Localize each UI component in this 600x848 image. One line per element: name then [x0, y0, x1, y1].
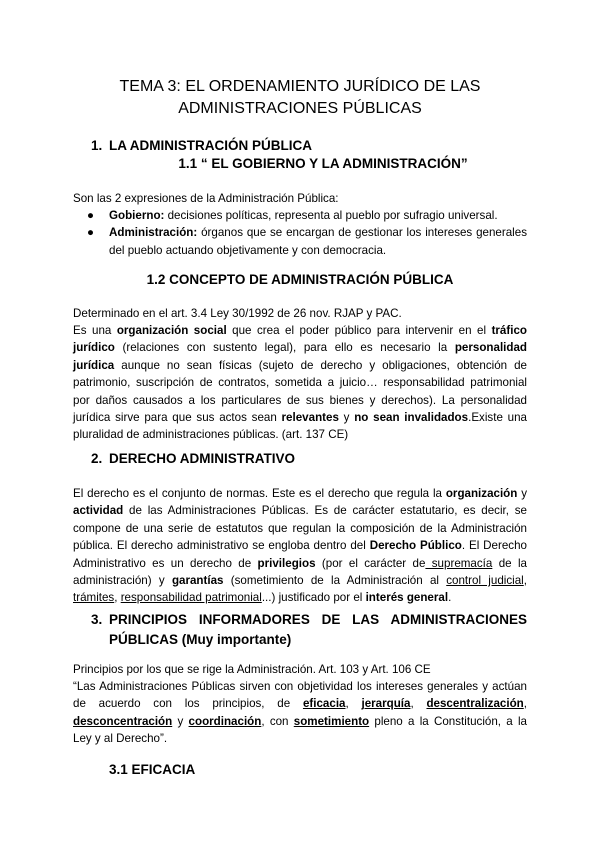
section-1-intro: Son las 2 expresiones de la Administración Pública:	[73, 192, 339, 205]
principle-descentralizacion: descentralización	[426, 697, 524, 711]
text-run: ,	[523, 697, 527, 711]
text-run: de las Administraciones Públicas. Es de carácter estatutario, es decir, se compone de una serie de estatutos que regulan la composición de la Administración pública. El derecho administrativo se engloba dentro del	[73, 504, 527, 553]
bullet-gobierno	[73, 207, 527, 224]
principle-desconcentracion: desconcentración	[73, 714, 173, 728]
principle-eficacia: eficacia	[302, 697, 346, 711]
section-2-para	[73, 485, 527, 607]
section-3-para-b	[73, 678, 527, 748]
bullet-dot-icon: ●	[87, 226, 95, 240]
bold-term: tráfico jurídico	[73, 324, 527, 355]
text-run: (relaciones con sustento legal), para ello es necesario la	[114, 341, 455, 355]
bullet-administracion	[73, 224, 527, 259]
bold-term: no sean invalidados	[354, 411, 469, 425]
text-run: .	[448, 591, 452, 605]
document-title	[72, 76, 528, 120]
text-run: que crea el poder público para intervenir en el	[226, 324, 492, 337]
section-3-number: 3.	[91, 612, 103, 627]
text-run: de la administración) y	[73, 556, 527, 588]
text-run: El derecho es el conjunto de normas. Este es el derecho que regula la	[73, 487, 446, 500]
bullet-term: Gobierno:	[109, 209, 165, 222]
bold-term: privilegios	[257, 556, 316, 570]
section-1-heading	[91, 137, 312, 155]
underlined-term: responsabilidad patrimonial	[120, 591, 262, 605]
subsection-3-1-heading: 3.1 EFICACIA	[109, 762, 196, 777]
section-1-title: LA ADMINISTRACIÓN PÚBLICA	[109, 138, 312, 153]
text-run: ,	[345, 697, 362, 711]
bold-term: interés general	[365, 591, 449, 605]
underlined-term: control judicial	[446, 574, 524, 588]
bold-term: actividad	[73, 504, 124, 518]
text-run: ,	[410, 697, 427, 711]
bullet-term: Administración:	[109, 226, 198, 240]
principle-jerarquia: jerarquía	[361, 697, 411, 711]
section-1-number: 1.	[91, 138, 103, 153]
section-2-number: 2.	[91, 451, 103, 466]
text-run: y	[517, 487, 527, 500]
title-line-2: ADMINISTRACIONES PÚBLICAS	[178, 100, 422, 117]
text-run: ...) justificado por el	[261, 591, 366, 605]
subsection-1-1-heading: 1.1 “ EL GOBIERNO Y LA ADMINISTRACIÓN”	[178, 156, 468, 171]
principle-sometimiento: sometimiento	[293, 714, 370, 728]
section-3-para-a: Principios por los que se rige la Administración. Art. 103 y Art. 106 CE	[73, 663, 431, 676]
title-line-1: TEMA 3: EL ORDENAMIENTO JURÍDICO DE LAS	[119, 78, 481, 95]
text-run: pleno a la Constitución, a la Ley y al Derecho”.	[73, 714, 527, 746]
text-run: (sometimiento de la Administración al	[223, 574, 447, 588]
bullet-text: órganos que se encargan de gestionar los intereses generales del pueblo actuando objetivamente y con democracia.	[109, 226, 527, 257]
text-run: “Las Administraciones Públicas sirven con objetividad los intereses generales y actúan de acuerdo con los principios, de	[73, 680, 527, 711]
bold-term: relevantes	[281, 411, 339, 425]
principle-coordinacion: coordinación	[188, 714, 262, 728]
underlined-term: trámites	[73, 591, 115, 605]
subsection-1-2-para-b	[73, 322, 527, 444]
underlined-term: supremacía	[425, 556, 493, 570]
section-3-heading	[91, 610, 527, 650]
subsection-1-2-para-a: Determinado en el art. 3.4 Ley 30/1992 de 26 nov. RJAP y PAC.	[73, 307, 402, 320]
text-run: , con	[261, 714, 294, 728]
text-run: y	[172, 714, 189, 728]
bold-term: organización	[445, 487, 518, 500]
text-run: . El Derecho Administrativo es un derecho de	[73, 539, 527, 570]
text-run: Es una	[73, 324, 117, 337]
section-3-title: PRINCIPIOS INFORMADORES DE LAS ADMINISTRACIONES PÚBLICAS (Muy importante)	[109, 612, 527, 647]
bold-term: organización social	[116, 324, 227, 337]
bullet-dot-icon: ●	[87, 209, 95, 222]
bold-term: garantías	[171, 574, 224, 588]
bold-term: personalidad jurídica	[73, 341, 527, 372]
text-run: aunque no sean físicas (sujeto de derecho y obligaciones, obtención de patrimonio, suscripción de contratos, sometida a juicio… responsabilidad patrimonial por daños causados a los particulares de sus bienes y derechos). La personalidad jurídica sirve para que sus actos sean	[73, 358, 527, 425]
section-2-title: DERECHO ADMINISTRATIVO	[109, 451, 296, 466]
section-2-heading	[91, 450, 295, 468]
text-run: .Existe una pluralidad de administraciones públicas. (art. 137 CE)	[73, 411, 527, 442]
bold-term: Derecho Público	[369, 539, 462, 553]
bullet-text: decisiones políticas, representa al pueblo por sufragio universal.	[164, 209, 498, 222]
subsection-1-2-heading: 1.2 CONCEPTO DE ADMINISTRACIÓN PÚBLICA	[146, 272, 454, 287]
text-run: ,	[523, 574, 527, 588]
text-run: y	[338, 411, 355, 425]
section-1-bullet-list	[73, 207, 527, 259]
text-run: ,	[114, 591, 121, 605]
text-run: (por el carácter de	[315, 556, 426, 570]
